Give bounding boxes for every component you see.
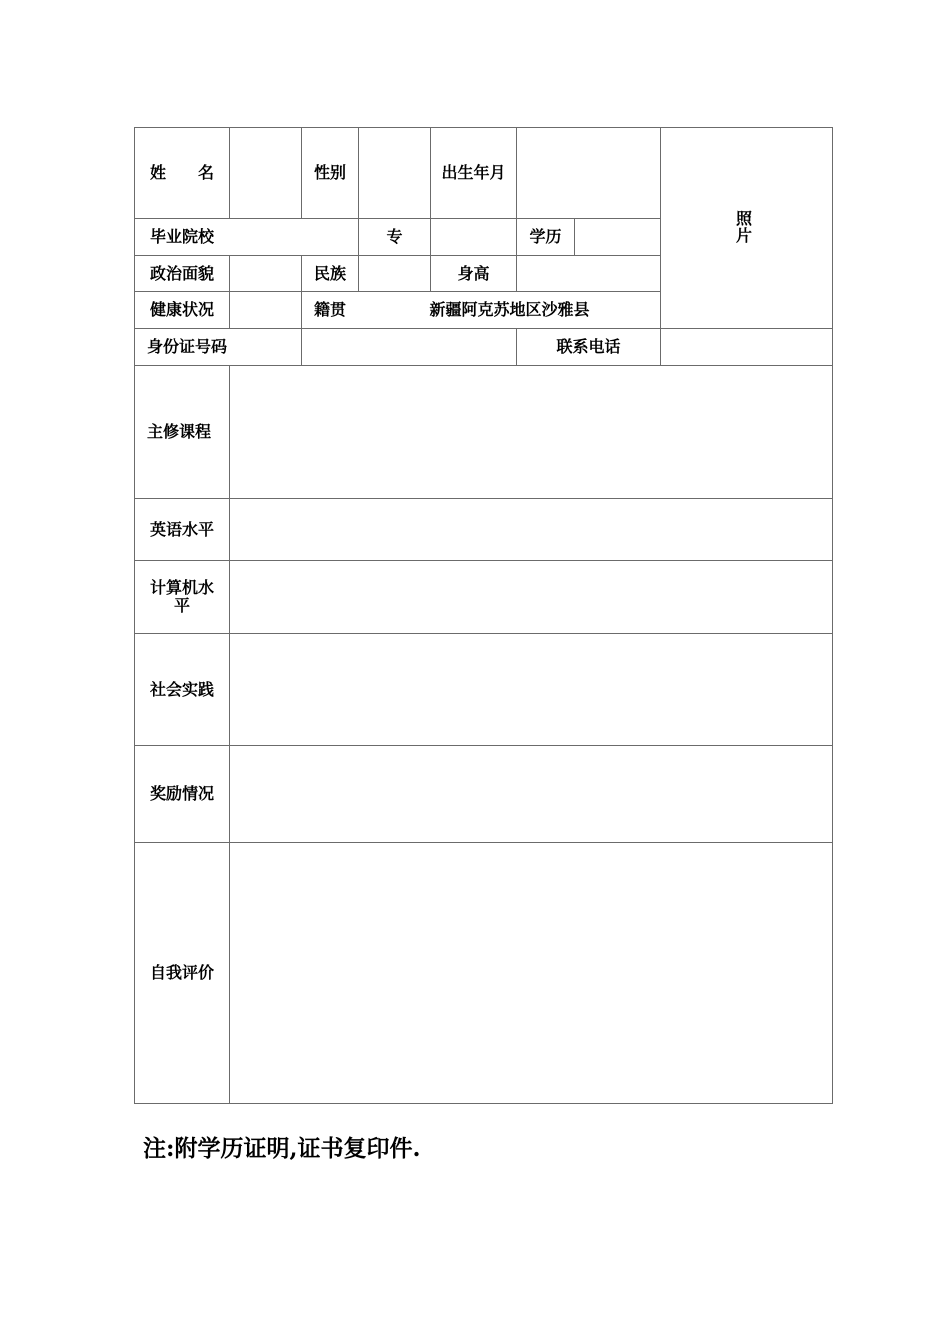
awards-label: 奖励情况 xyxy=(149,784,214,803)
english-label: 英语水平 xyxy=(149,519,214,539)
height-field[interactable] xyxy=(517,256,660,291)
table-border-right xyxy=(832,127,833,1104)
computer-label: 计算机水平 xyxy=(149,578,214,615)
courses-label: 主修课程 xyxy=(146,422,211,441)
phone-field[interactable] xyxy=(661,329,832,365)
computer-field[interactable] xyxy=(230,561,832,633)
native-label: 籍贯 xyxy=(313,300,346,319)
attachment-note: 注:附学历证明,证书复印件. xyxy=(143,1135,421,1162)
major-label: 专 xyxy=(386,227,403,246)
political-label: 政治面貌 xyxy=(149,263,214,283)
native-value: 新疆阿克苏地区沙雅县 xyxy=(429,300,590,319)
awards-field[interactable] xyxy=(230,746,832,842)
birth-label: 出生年月 xyxy=(441,163,506,182)
name-label: 姓 名 xyxy=(149,163,214,182)
gender-label: 性别 xyxy=(313,163,346,182)
health-label: 健康状况 xyxy=(149,300,214,319)
courses-field[interactable] xyxy=(230,366,832,498)
height-label: 身高 xyxy=(457,263,490,283)
self-evaluation-field[interactable] xyxy=(230,843,832,1103)
ethnicity-field[interactable] xyxy=(359,256,430,291)
school-label: 毕业院校 xyxy=(149,227,214,246)
self-evaluation-label: 自我评价 xyxy=(149,963,214,982)
health-field[interactable] xyxy=(230,292,301,328)
ethnicity-label: 民族 xyxy=(313,263,346,283)
id-number-label: 身份证号码 xyxy=(146,337,227,356)
photo-label: 照 片 xyxy=(735,209,752,245)
phone-label: 联系电话 xyxy=(556,337,621,356)
table-border-bottom xyxy=(134,1103,833,1104)
school-field[interactable] xyxy=(230,219,358,255)
practice-label: 社会实践 xyxy=(149,679,214,699)
english-field[interactable] xyxy=(230,499,832,560)
practice-field[interactable] xyxy=(230,634,832,745)
birth-field[interactable] xyxy=(517,128,660,218)
gender-field[interactable] xyxy=(359,128,430,218)
degree-field[interactable] xyxy=(575,219,660,255)
degree-label: 学历 xyxy=(529,227,562,246)
name-field[interactable] xyxy=(230,128,301,218)
major-field[interactable] xyxy=(431,219,516,255)
resume-form-table xyxy=(134,127,833,1104)
id-number-field[interactable] xyxy=(302,329,516,365)
political-field[interactable] xyxy=(230,256,301,291)
